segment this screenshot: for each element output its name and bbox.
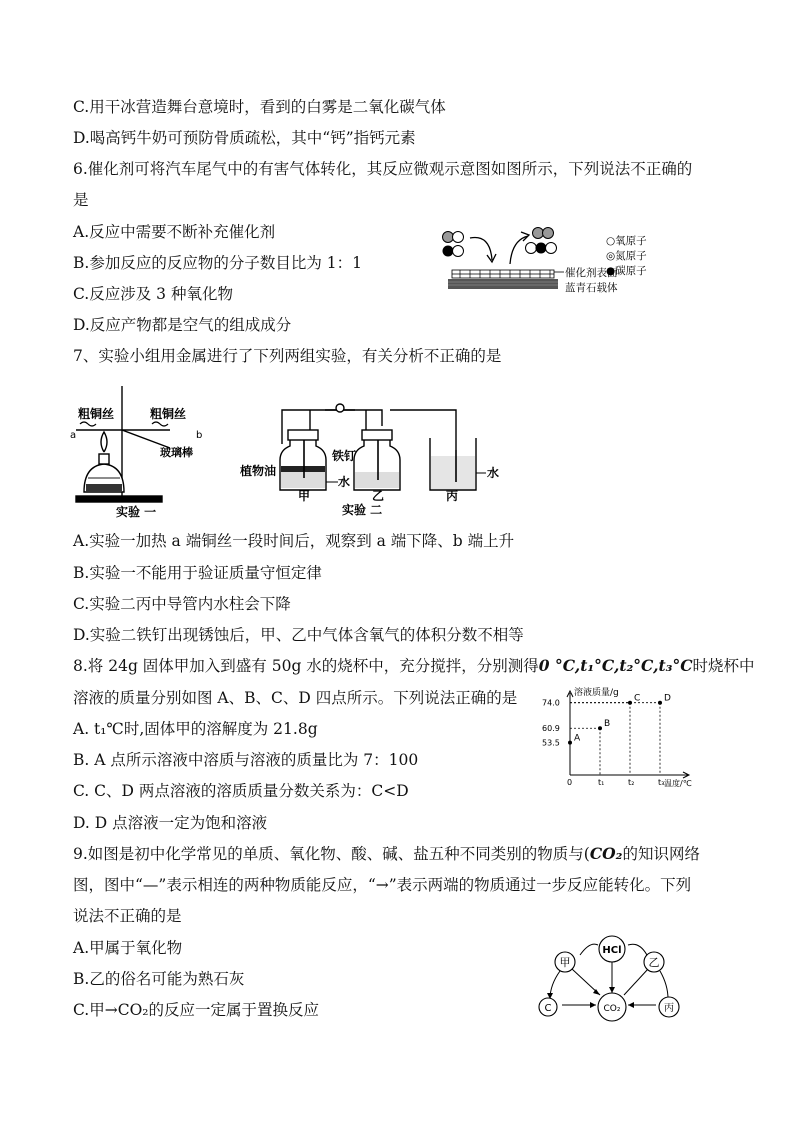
co2-network-figure xyxy=(532,935,692,1025)
q9-option-a: A.甲属于氧化物 xyxy=(73,939,183,957)
bottle-jia-label: 甲 xyxy=(298,489,311,503)
point-label: D xyxy=(664,693,671,704)
y-tick-label: 74.0 xyxy=(542,698,560,708)
data-point xyxy=(568,741,572,745)
copper-wire-left-label: 粗铜丝 xyxy=(78,407,115,421)
end-a-label: a xyxy=(70,430,77,441)
q8-option-b: B. A 点所示溶液中溶质与溶液的质量比为 7：100 xyxy=(73,751,419,769)
legend-oxygen: ○氧原子 xyxy=(606,235,647,247)
beaker-bing-label: 丙 xyxy=(446,489,459,503)
q8-temperatures: 0 °C,t₁°C,t₂°C,t₃°C xyxy=(538,656,693,675)
q8-option-c: C. C、D 两点溶液的溶质质量分数关系为：C<D xyxy=(73,782,409,800)
x-axis-label: 温度/℃ xyxy=(664,779,692,788)
node-bing-label: 丙 xyxy=(664,1003,674,1014)
q8-stem-line2: 溶液的质量分别如图 A、B、C、D 四点所示。下列说法正确的是 xyxy=(73,689,518,707)
water-label-2: 水 xyxy=(487,466,500,480)
experiment-two-caption: 实验 二 xyxy=(342,503,383,517)
node-co2-label: CO₂ xyxy=(603,1004,621,1014)
x-tick-label: 0 xyxy=(567,778,573,787)
data-point xyxy=(598,726,602,730)
point-label: A xyxy=(574,733,581,744)
edge-hcl-yi xyxy=(628,944,648,957)
q7-option-d: D.实验二铁钉出现锈蚀后，甲、乙中气体含氧气的体积分数不相等 xyxy=(73,626,524,644)
product-molecules xyxy=(526,228,557,254)
iron-nail-label: 铁钉 xyxy=(332,449,357,463)
node-c-label: C xyxy=(544,1003,552,1014)
reactant-molecules xyxy=(443,232,464,257)
water-label-1: 水 xyxy=(338,475,351,489)
q7-option-c: C.实验二丙中导管内水柱会下降 xyxy=(73,595,291,613)
q9-stem-line1 xyxy=(73,844,700,864)
q9-option-c: C.甲→CO₂的反应一定属于置换反应 xyxy=(73,1001,320,1019)
q8-stem-line1-text: 8.将 24g 固体甲加入到盛有 50g 水的烧杯中，充分搅拌，分别测得 xyxy=(73,657,539,675)
point-label: C xyxy=(634,693,641,704)
q6-option-c: C.反应涉及 3 种氧化物 xyxy=(73,285,233,303)
vegetable-oil-label: 植物油 xyxy=(240,464,277,478)
y-axis-label: 溶液质量/g xyxy=(574,688,619,698)
q7-stem: 7、实验小组用金属进行了下列两组实验，有关分析不正确的是 xyxy=(73,347,502,365)
q8-option-a: A. t₁℃时,固体甲的溶解度为 21.8g xyxy=(73,720,318,738)
q6-option-b: B.参加反应的反应物的分子数目比为 1：1 xyxy=(73,254,362,272)
catalyst-reaction-figure xyxy=(430,222,690,300)
y-tick-label: 60.9 xyxy=(542,724,560,734)
q8-stem-line1-tail: 时烧杯中 xyxy=(692,657,755,675)
x-tick-label: t₂ xyxy=(628,778,635,787)
point-label: B xyxy=(604,719,611,730)
q9-stem-line2: 图，图中“—”表示相连的两种物质能反应，“→”表示两端的物质通过一步反应能转化。下列 xyxy=(73,876,692,894)
edge-yi-co2 xyxy=(624,969,648,995)
q9-stem-line3: 说法不正确的是 xyxy=(73,907,182,925)
carrier-label: 蓝青石载体 xyxy=(565,282,618,294)
q8-stem-line1 xyxy=(73,656,755,676)
q9-stem-line1-tail: 的知识网络 xyxy=(622,845,700,863)
q5-option-d: D.喝高钙牛奶可预防骨质疏松，其中“钙”指钙元素 xyxy=(73,129,416,147)
copper-wire-right-label: 粗铜丝 xyxy=(150,407,187,421)
solution-mass-chart xyxy=(540,685,700,790)
q8-option-d: D. D 点溶液一定为饱和溶液 xyxy=(73,814,268,832)
q9-co2: CO₂ xyxy=(589,844,623,863)
bottle-yi-label: 乙 xyxy=(372,489,385,503)
catalyst-surface-label: 催化剂表面 xyxy=(565,267,618,279)
node-jia-label: 甲 xyxy=(559,956,571,969)
node-hcl-label: HCl xyxy=(602,945,622,956)
q6-stem-line1: 6.催化剂可将汽车尾气中的有害气体转化，其反应微观示意图如图所示，下列说法不正确的 xyxy=(73,160,693,178)
experiments-figure xyxy=(70,378,510,518)
q6-option-a: A.反应中需要不断补充催化剂 xyxy=(73,223,276,241)
end-b-label: b xyxy=(196,430,203,441)
legend-nitrogen: ◎氮原子 xyxy=(606,250,647,262)
data-point xyxy=(658,701,662,705)
experiment-one-caption: 实验 一 xyxy=(116,505,157,518)
arrow-out xyxy=(510,236,528,264)
y-tick-label: 53.5 xyxy=(542,738,560,748)
edge-yi-bing xyxy=(660,971,668,999)
x-tick-label: t₁ xyxy=(598,778,605,787)
q6-stem-line2: 是 xyxy=(73,191,89,209)
q9-option-b: B.乙的俗名可能为熟石灰 xyxy=(73,970,245,988)
experiment-two-apparatus xyxy=(280,404,476,490)
q5-option-c: C.用干冰营造舞台意境时，看到的白雾是二氧化碳气体 xyxy=(73,98,446,116)
q6-option-d: D.反应产物都是空气的组成成分 xyxy=(73,316,292,334)
legend-carbon: ●碳原子 xyxy=(606,265,647,277)
glass-rod-label: 玻璃棒 xyxy=(160,446,193,459)
q9-stem-line1-text: 9.如图是初中化学常见的单质、氧化物、酸、碱、盐五种不同类别的物质与( xyxy=(73,845,590,863)
chart-marks xyxy=(542,694,671,787)
q7-option-b: B.实验一不能用于验证质量守恒定律 xyxy=(73,564,322,582)
edge-jia-hcl xyxy=(580,944,598,955)
q7-option-a: A.实验一加热 a 端铜丝一段时间后，观察到 a 端下降、b 端上升 xyxy=(73,532,515,550)
node-yi-label: 乙 xyxy=(648,956,660,969)
catalyst-surface xyxy=(448,270,558,289)
experiment-one-apparatus xyxy=(76,386,170,502)
x-tick-label: t₃ xyxy=(658,778,665,787)
